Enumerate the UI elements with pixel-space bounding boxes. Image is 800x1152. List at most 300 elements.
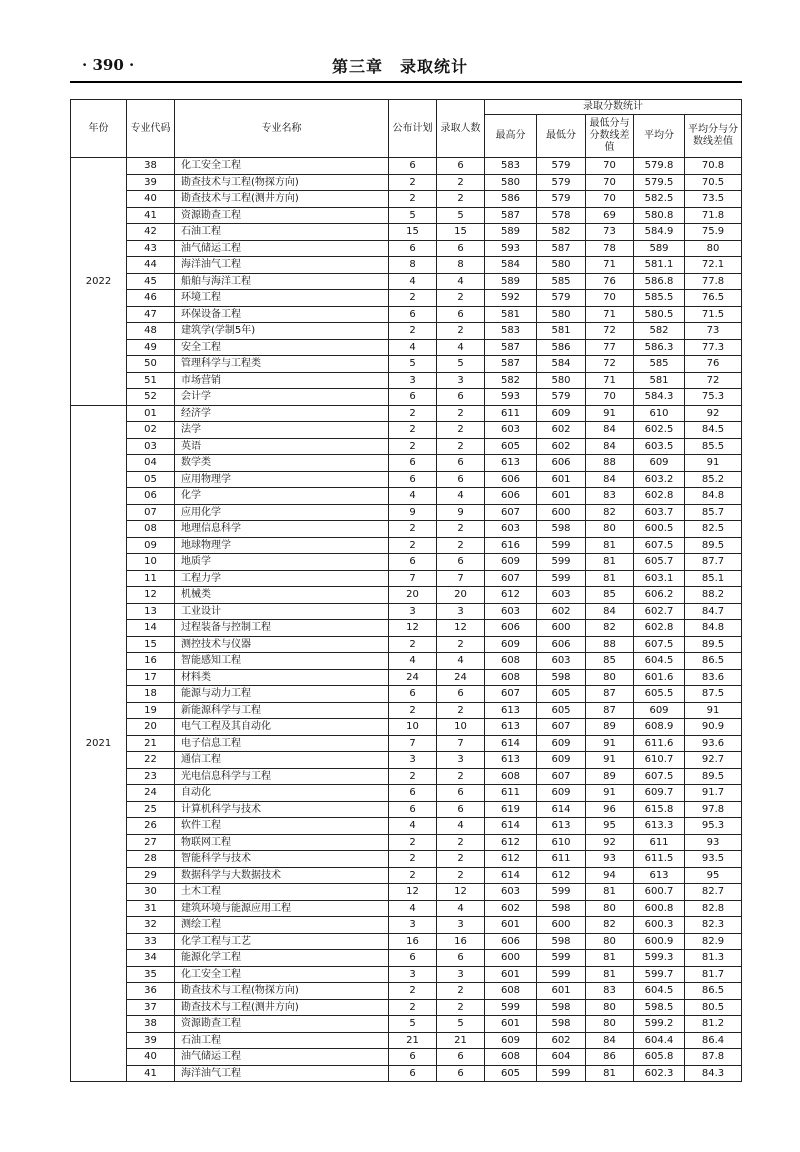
table-row [71, 372, 742, 389]
min-score-cell: 579 [537, 290, 586, 307]
max-score-cell: 607 [485, 686, 537, 703]
major-code-cell: 16 [127, 653, 175, 670]
min-score-diff-cell: 92 [586, 834, 634, 851]
avg-score-cell: 585 [634, 356, 685, 373]
max-score-cell: 600 [485, 950, 537, 967]
avg-score-cell: 603.2 [634, 471, 685, 488]
major-code-cell: 13 [127, 603, 175, 620]
major-code-cell: 05 [127, 471, 175, 488]
avg-score-diff-cell: 92.7 [685, 752, 742, 769]
table-row [71, 1032, 742, 1049]
major-code-cell: 06 [127, 488, 175, 505]
admitted-count-cell: 2 [437, 323, 485, 340]
major-code-cell: 24 [127, 785, 175, 802]
max-score-cell: 605 [485, 438, 537, 455]
max-score-cell: 606 [485, 933, 537, 950]
max-score-cell: 589 [485, 224, 537, 241]
min-score-diff-cell: 80 [586, 999, 634, 1016]
table-row [71, 884, 742, 901]
table-row [71, 785, 742, 802]
max-score-cell: 613 [485, 752, 537, 769]
admitted-count-cell: 2 [437, 851, 485, 868]
avg-score-cell: 602.8 [634, 488, 685, 505]
min-score-cell: 598 [537, 999, 586, 1016]
table-row [71, 158, 742, 175]
avg-score-diff-cell: 87.8 [685, 1049, 742, 1066]
avg-score-diff-cell: 76.5 [685, 290, 742, 307]
admitted-count-cell: 6 [437, 801, 485, 818]
admitted-count-cell: 2 [437, 983, 485, 1000]
min-score-diff-cell: 80 [586, 669, 634, 686]
max-score-cell: 611 [485, 785, 537, 802]
major-code-cell: 25 [127, 801, 175, 818]
plan-count-cell: 3 [389, 752, 437, 769]
admitted-count-cell: 2 [437, 834, 485, 851]
admitted-count-cell: 3 [437, 603, 485, 620]
avg-score-cell: 610 [634, 405, 685, 422]
header-min-score: 最低分 [537, 115, 586, 158]
min-score-diff-cell: 81 [586, 966, 634, 983]
min-score-cell: 581 [537, 323, 586, 340]
min-score-diff-cell: 87 [586, 702, 634, 719]
admitted-count-cell: 16 [437, 933, 485, 950]
min-score-cell: 580 [537, 306, 586, 323]
avg-score-diff-cell: 95.3 [685, 818, 742, 835]
avg-score-diff-cell: 91.7 [685, 785, 742, 802]
avg-score-cell: 600.9 [634, 933, 685, 950]
min-score-diff-cell: 70 [586, 158, 634, 175]
avg-score-diff-cell: 70.5 [685, 174, 742, 191]
max-score-cell: 587 [485, 207, 537, 224]
min-score-cell: 604 [537, 1049, 586, 1066]
max-score-cell: 603 [485, 603, 537, 620]
avg-score-cell: 602.3 [634, 1065, 685, 1082]
plan-count-cell: 6 [389, 950, 437, 967]
avg-score-diff-cell: 93 [685, 834, 742, 851]
major-code-cell: 38 [127, 1016, 175, 1033]
min-score-cell: 602 [537, 1032, 586, 1049]
plan-count-cell: 2 [389, 702, 437, 719]
plan-count-cell: 6 [389, 801, 437, 818]
major-code-cell: 40 [127, 191, 175, 208]
plan-count-cell: 4 [389, 818, 437, 835]
table-row [71, 554, 742, 571]
avg-score-cell: 603.7 [634, 504, 685, 521]
admitted-count-cell: 6 [437, 950, 485, 967]
header-year: 年份 [71, 100, 127, 158]
avg-score-diff-cell: 90.9 [685, 719, 742, 736]
avg-score-diff-cell: 75.3 [685, 389, 742, 406]
min-score-diff-cell: 70 [586, 290, 634, 307]
major-code-cell: 22 [127, 752, 175, 769]
plan-count-cell: 4 [389, 339, 437, 356]
avg-score-cell: 579.8 [634, 158, 685, 175]
table-body [71, 158, 742, 1082]
admitted-count-cell: 2 [437, 867, 485, 884]
min-score-diff-cell: 71 [586, 372, 634, 389]
major-name-cell: 资源勘查工程 [175, 207, 389, 224]
avg-score-diff-cell: 89.5 [685, 768, 742, 785]
avg-score-diff-cell: 85.2 [685, 471, 742, 488]
min-score-diff-cell: 81 [586, 950, 634, 967]
max-score-cell: 606 [485, 471, 537, 488]
min-score-diff-cell: 84 [586, 471, 634, 488]
plan-count-cell: 2 [389, 537, 437, 554]
min-score-cell: 611 [537, 851, 586, 868]
avg-score-cell: 604.5 [634, 653, 685, 670]
admitted-count-cell: 4 [437, 900, 485, 917]
min-score-cell: 602 [537, 438, 586, 455]
admitted-count-cell: 8 [437, 257, 485, 274]
avg-score-cell: 609.7 [634, 785, 685, 802]
table-row [71, 867, 742, 884]
avg-score-cell: 589 [634, 240, 685, 257]
admitted-count-cell: 4 [437, 339, 485, 356]
table-row [71, 603, 742, 620]
max-score-cell: 607 [485, 504, 537, 521]
table-row [71, 999, 742, 1016]
max-score-cell: 581 [485, 306, 537, 323]
min-score-diff-cell: 91 [586, 752, 634, 769]
admitted-count-cell: 2 [437, 537, 485, 554]
avg-score-cell: 605.7 [634, 554, 685, 571]
avg-score-diff-cell: 97.8 [685, 801, 742, 818]
plan-count-cell: 2 [389, 174, 437, 191]
min-score-cell: 613 [537, 818, 586, 835]
plan-count-cell: 2 [389, 323, 437, 340]
plan-count-cell: 8 [389, 257, 437, 274]
min-score-cell: 605 [537, 702, 586, 719]
min-score-cell: 602 [537, 603, 586, 620]
min-score-diff-cell: 91 [586, 735, 634, 752]
admission-score-table [70, 99, 742, 1082]
avg-score-diff-cell: 93.6 [685, 735, 742, 752]
min-score-diff-cell: 87 [586, 686, 634, 703]
table-row [71, 389, 742, 406]
min-score-cell: 580 [537, 372, 586, 389]
max-score-cell: 613 [485, 702, 537, 719]
min-score-diff-cell: 70 [586, 174, 634, 191]
min-score-diff-cell: 76 [586, 273, 634, 290]
max-score-cell: 601 [485, 966, 537, 983]
avg-score-cell: 581.1 [634, 257, 685, 274]
max-score-cell: 584 [485, 257, 537, 274]
min-score-cell: 609 [537, 785, 586, 802]
admitted-count-cell: 2 [437, 174, 485, 191]
table-row [71, 818, 742, 835]
header-score-group: 录取分数统计 [485, 100, 742, 115]
plan-count-cell: 4 [389, 488, 437, 505]
table-row [71, 851, 742, 868]
max-score-cell: 619 [485, 801, 537, 818]
plan-count-cell: 21 [389, 1032, 437, 1049]
min-score-diff-cell: 71 [586, 306, 634, 323]
table-row [71, 620, 742, 637]
avg-score-cell: 605.8 [634, 1049, 685, 1066]
major-name-cell: 计算机科学与技术 [175, 801, 389, 818]
admitted-count-cell: 15 [437, 224, 485, 241]
min-score-diff-cell: 84 [586, 438, 634, 455]
plan-count-cell: 6 [389, 306, 437, 323]
plan-count-cell: 3 [389, 917, 437, 934]
avg-score-diff-cell: 82.9 [685, 933, 742, 950]
admitted-count-cell: 20 [437, 587, 485, 604]
major-code-cell: 10 [127, 554, 175, 571]
avg-score-cell: 611 [634, 834, 685, 851]
plan-count-cell: 4 [389, 900, 437, 917]
min-score-diff-cell: 89 [586, 719, 634, 736]
avg-score-diff-cell: 71.8 [685, 207, 742, 224]
avg-score-cell: 605.5 [634, 686, 685, 703]
avg-score-cell: 586.3 [634, 339, 685, 356]
plan-count-cell: 9 [389, 504, 437, 521]
major-name-cell: 油气储运工程 [175, 1049, 389, 1066]
admitted-count-cell: 6 [437, 158, 485, 175]
max-score-cell: 613 [485, 455, 537, 472]
plan-count-cell: 16 [389, 933, 437, 950]
plan-count-cell: 12 [389, 620, 437, 637]
admitted-count-cell: 6 [437, 240, 485, 257]
avg-score-cell: 603.5 [634, 438, 685, 455]
major-name-cell: 英语 [175, 438, 389, 455]
avg-score-cell: 598.5 [634, 999, 685, 1016]
min-score-cell: 607 [537, 719, 586, 736]
major-name-cell: 化工安全工程 [175, 966, 389, 983]
plan-count-cell: 6 [389, 554, 437, 571]
avg-score-diff-cell: 82.5 [685, 521, 742, 538]
table-row [71, 174, 742, 191]
major-code-cell: 19 [127, 702, 175, 719]
max-score-cell: 606 [485, 620, 537, 637]
avg-score-cell: 607.5 [634, 537, 685, 554]
max-score-cell: 608 [485, 653, 537, 670]
table-row [71, 636, 742, 653]
avg-score-diff-cell: 84.5 [685, 422, 742, 439]
table-row [71, 422, 742, 439]
min-score-cell: 579 [537, 389, 586, 406]
avg-score-diff-cell: 73.5 [685, 191, 742, 208]
major-name-cell: 化学 [175, 488, 389, 505]
table-row [71, 917, 742, 934]
plan-count-cell: 6 [389, 1065, 437, 1082]
table-row [71, 224, 742, 241]
major-code-cell: 28 [127, 851, 175, 868]
min-score-diff-cell: 72 [586, 356, 634, 373]
major-name-cell: 智能感知工程 [175, 653, 389, 670]
admitted-count-cell: 2 [437, 768, 485, 785]
avg-score-cell: 607.5 [634, 636, 685, 653]
avg-score-cell: 585.5 [634, 290, 685, 307]
major-name-cell: 地球物理学 [175, 537, 389, 554]
avg-score-cell: 579.5 [634, 174, 685, 191]
min-score-cell: 609 [537, 735, 586, 752]
min-score-cell: 586 [537, 339, 586, 356]
admitted-count-cell: 2 [437, 405, 485, 422]
max-score-cell: 601 [485, 1016, 537, 1033]
avg-score-cell: 584.9 [634, 224, 685, 241]
min-score-diff-cell: 88 [586, 636, 634, 653]
table-row [71, 966, 742, 983]
major-name-cell: 数据科学与大数据技术 [175, 867, 389, 884]
min-score-diff-cell: 93 [586, 851, 634, 868]
avg-score-cell: 599.7 [634, 966, 685, 983]
plan-count-cell: 6 [389, 455, 437, 472]
major-name-cell: 能源与动力工程 [175, 686, 389, 703]
table-row [71, 702, 742, 719]
major-code-cell: 37 [127, 999, 175, 1016]
avg-score-diff-cell: 81.7 [685, 966, 742, 983]
major-name-cell: 环保设备工程 [175, 306, 389, 323]
avg-score-cell: 607.5 [634, 768, 685, 785]
min-score-cell: 601 [537, 488, 586, 505]
major-name-cell: 地质学 [175, 554, 389, 571]
avg-score-cell: 609 [634, 702, 685, 719]
table-row [71, 339, 742, 356]
min-score-cell: 598 [537, 1016, 586, 1033]
min-score-diff-cell: 88 [586, 455, 634, 472]
avg-score-diff-cell: 84.8 [685, 620, 742, 637]
min-score-cell: 603 [537, 653, 586, 670]
min-score-cell: 600 [537, 620, 586, 637]
plan-count-cell: 6 [389, 1049, 437, 1066]
avg-score-diff-cell: 71.5 [685, 306, 742, 323]
admitted-count-cell: 6 [437, 1049, 485, 1066]
table-row [71, 306, 742, 323]
max-score-cell: 611 [485, 405, 537, 422]
plan-count-cell: 2 [389, 405, 437, 422]
major-code-cell: 08 [127, 521, 175, 538]
avg-score-diff-cell: 72 [685, 372, 742, 389]
min-score-diff-cell: 77 [586, 339, 634, 356]
plan-count-cell: 2 [389, 521, 437, 538]
plan-count-cell: 7 [389, 735, 437, 752]
major-name-cell: 勘查技术与工程(测井方向) [175, 191, 389, 208]
major-code-cell: 17 [127, 669, 175, 686]
header-admitted: 录取人数 [437, 100, 485, 158]
major-code-cell: 41 [127, 207, 175, 224]
min-score-cell: 587 [537, 240, 586, 257]
avg-score-cell: 609 [634, 455, 685, 472]
major-code-cell: 12 [127, 587, 175, 604]
major-code-cell: 49 [127, 339, 175, 356]
max-score-cell: 608 [485, 983, 537, 1000]
min-score-diff-cell: 96 [586, 801, 634, 818]
page-number: · 390 · [82, 56, 135, 74]
min-score-cell: 582 [537, 224, 586, 241]
major-code-cell: 01 [127, 405, 175, 422]
admitted-count-cell: 5 [437, 207, 485, 224]
avg-score-diff-cell: 89.5 [685, 537, 742, 554]
admitted-count-cell: 6 [437, 686, 485, 703]
avg-score-diff-cell: 85.7 [685, 504, 742, 521]
table-row [71, 290, 742, 307]
avg-score-diff-cell: 92 [685, 405, 742, 422]
table-row [71, 356, 742, 373]
plan-count-cell: 2 [389, 999, 437, 1016]
min-score-diff-cell: 85 [586, 653, 634, 670]
major-code-cell: 46 [127, 290, 175, 307]
admitted-count-cell: 2 [437, 521, 485, 538]
major-name-cell: 智能科学与技术 [175, 851, 389, 868]
major-name-cell: 勘查技术与工程(物探方向) [175, 174, 389, 191]
admitted-count-cell: 4 [437, 818, 485, 835]
min-score-diff-cell: 69 [586, 207, 634, 224]
major-code-cell: 35 [127, 966, 175, 983]
max-score-cell: 608 [485, 768, 537, 785]
min-score-diff-cell: 83 [586, 983, 634, 1000]
avg-score-cell: 613.3 [634, 818, 685, 835]
min-score-cell: 599 [537, 537, 586, 554]
avg-score-cell: 600.8 [634, 900, 685, 917]
min-score-diff-cell: 85 [586, 587, 634, 604]
major-code-cell: 45 [127, 273, 175, 290]
plan-count-cell: 4 [389, 653, 437, 670]
min-score-cell: 603 [537, 587, 586, 604]
major-code-cell: 43 [127, 240, 175, 257]
header-code: 专业代码 [127, 100, 175, 158]
max-score-cell: 608 [485, 669, 537, 686]
major-name-cell: 工业设计 [175, 603, 389, 620]
major-code-cell: 27 [127, 834, 175, 851]
plan-count-cell: 7 [389, 570, 437, 587]
major-code-cell: 39 [127, 174, 175, 191]
admitted-count-cell: 12 [437, 620, 485, 637]
min-score-cell: 605 [537, 686, 586, 703]
plan-count-cell: 5 [389, 1016, 437, 1033]
max-score-cell: 589 [485, 273, 537, 290]
max-score-cell: 612 [485, 851, 537, 868]
major-code-cell: 29 [127, 867, 175, 884]
admitted-count-cell: 2 [437, 999, 485, 1016]
major-name-cell: 测绘工程 [175, 917, 389, 934]
table-row [71, 191, 742, 208]
admitted-count-cell: 6 [437, 306, 485, 323]
min-score-diff-cell: 72 [586, 323, 634, 340]
table-row [71, 521, 742, 538]
header-plan: 公布计划 [389, 100, 437, 158]
avg-score-cell: 611.6 [634, 735, 685, 752]
table-row [71, 405, 742, 422]
min-score-cell: 580 [537, 257, 586, 274]
table-row [71, 207, 742, 224]
avg-score-diff-cell: 87.5 [685, 686, 742, 703]
plan-count-cell: 2 [389, 290, 437, 307]
admitted-count-cell: 4 [437, 488, 485, 505]
major-name-cell: 自动化 [175, 785, 389, 802]
header-avg-diff: 平均分与分数线差值 [685, 115, 742, 158]
min-score-cell: 598 [537, 521, 586, 538]
table-row [71, 323, 742, 340]
table-row [71, 257, 742, 274]
avg-score-cell: 606.2 [634, 587, 685, 604]
avg-score-cell: 600.3 [634, 917, 685, 934]
avg-score-cell: 600.7 [634, 884, 685, 901]
table-row [71, 273, 742, 290]
avg-score-cell: 584.3 [634, 389, 685, 406]
avg-score-cell: 608.9 [634, 719, 685, 736]
major-name-cell: 物联网工程 [175, 834, 389, 851]
min-score-diff-cell: 81 [586, 1065, 634, 1082]
plan-count-cell: 2 [389, 191, 437, 208]
admitted-count-cell: 6 [437, 554, 485, 571]
avg-score-cell: 580.8 [634, 207, 685, 224]
table-row [71, 801, 742, 818]
table-row [71, 504, 742, 521]
max-score-cell: 583 [485, 158, 537, 175]
admitted-count-cell: 2 [437, 422, 485, 439]
max-score-cell: 609 [485, 554, 537, 571]
plan-count-cell: 2 [389, 438, 437, 455]
